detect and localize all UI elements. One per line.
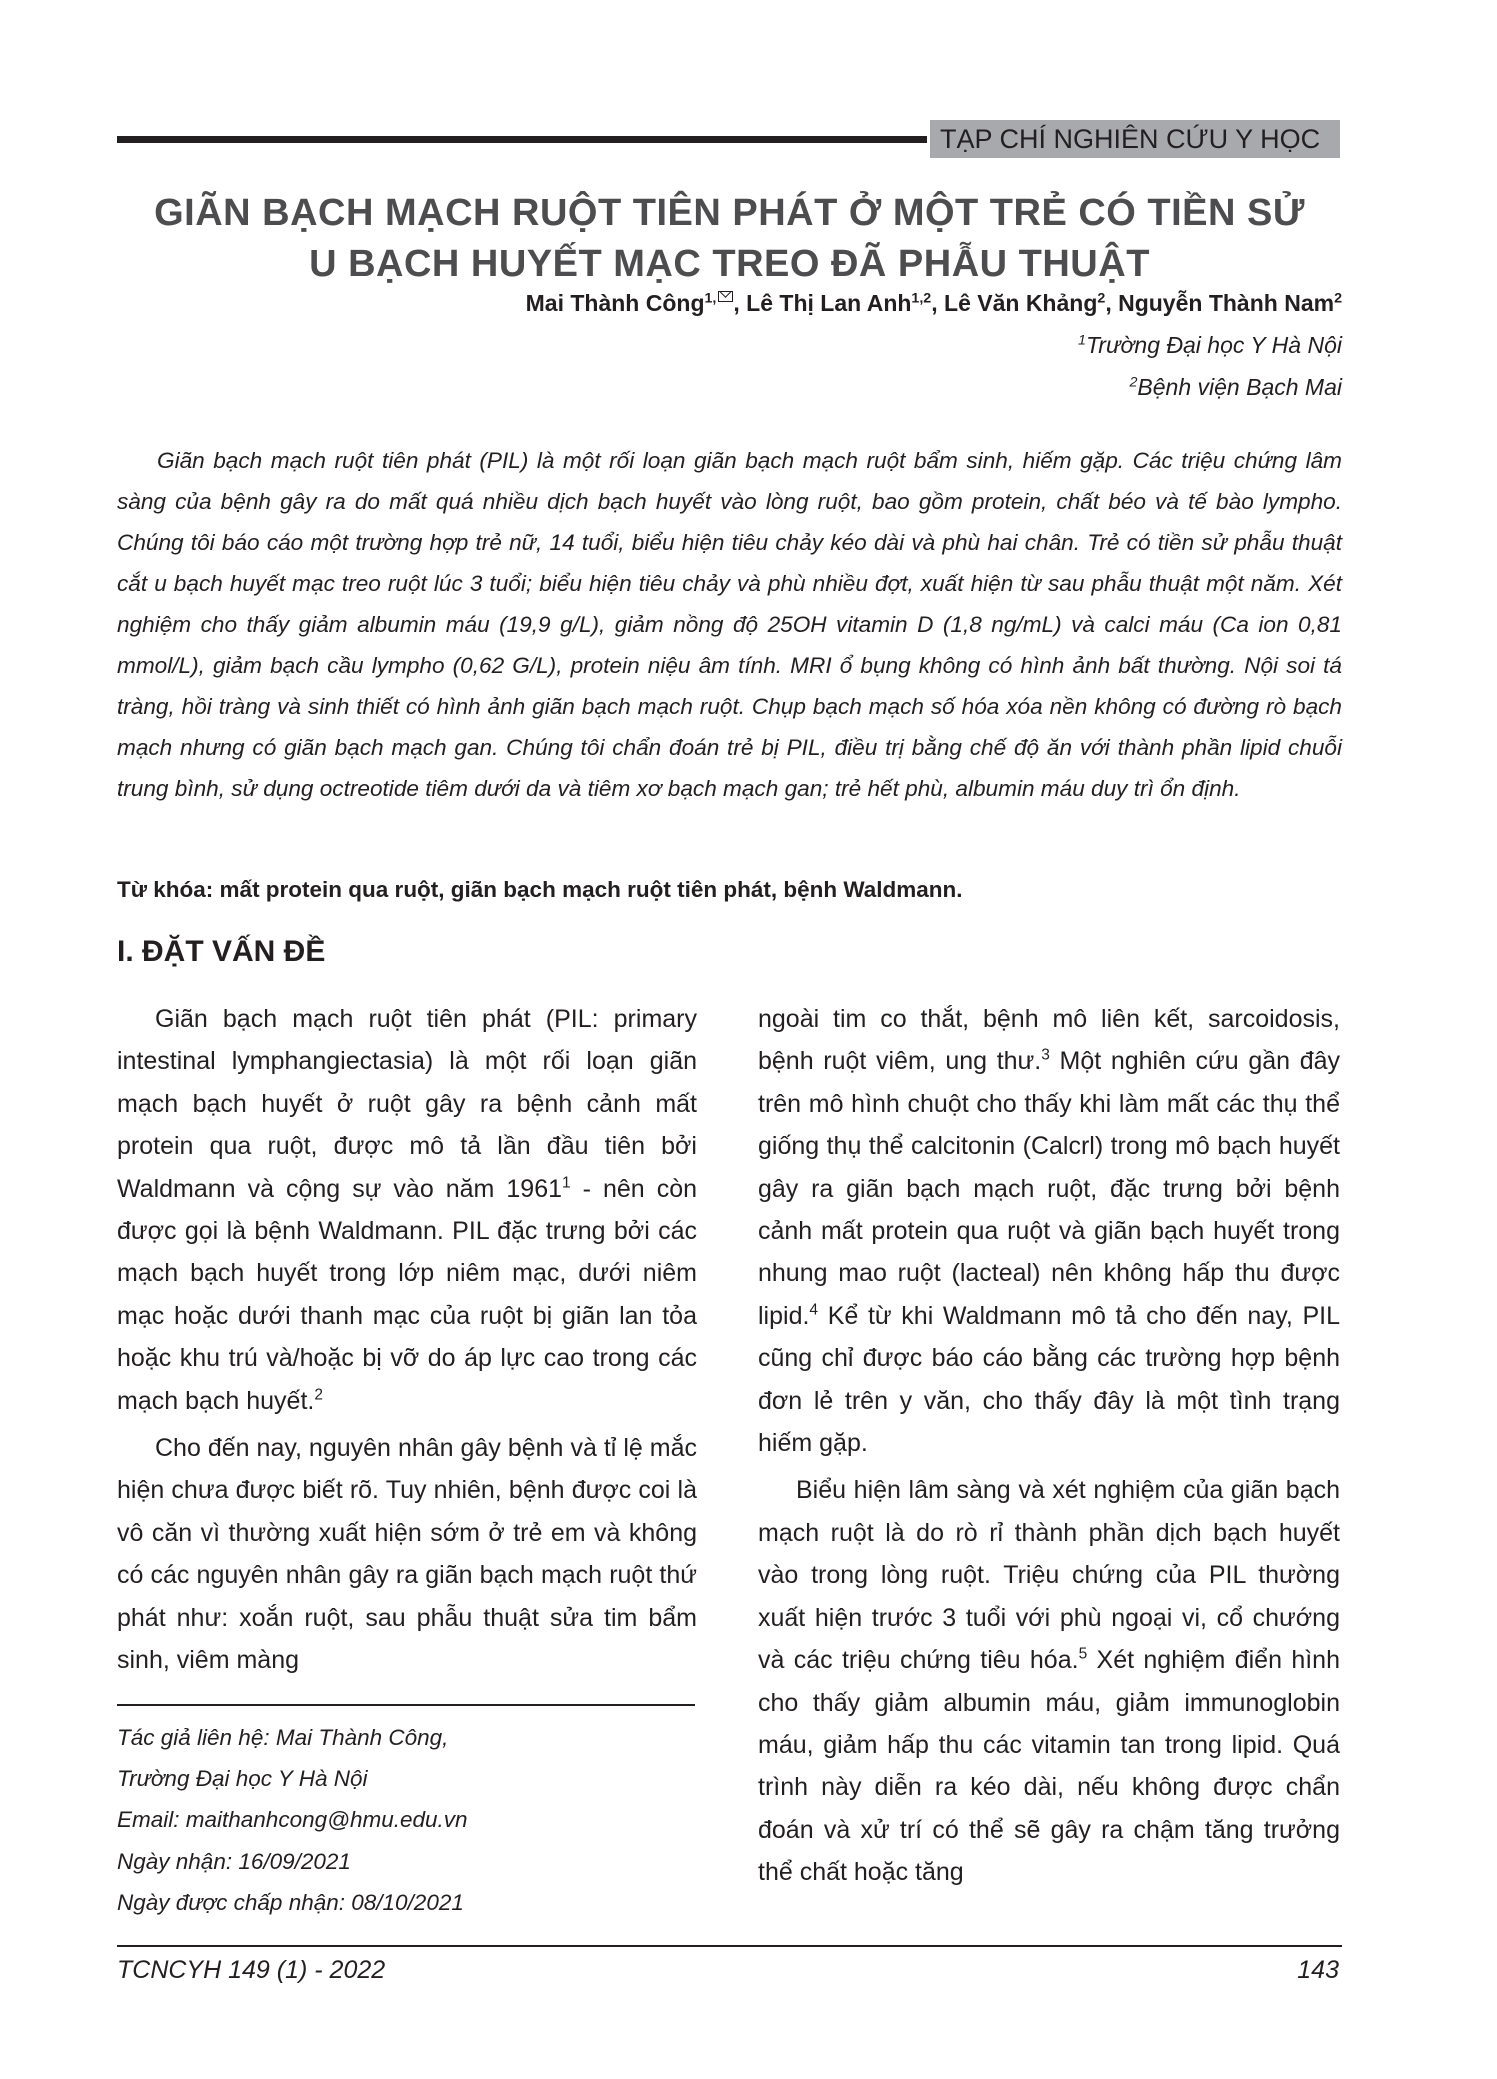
paragraph-text: Kể từ khi Waldmann mô tả cho đến nay, PIL cũng chỉ được báo cáo bằng các trường hợp bệnh đơn lẻ trên y văn, cho thấy đây là một tình trạng hiếm gặp. [758,1301,1340,1458]
received-date: Ngày nhận: 16/09/2021 [117,1848,351,1874]
author-name: Lê Thị Lan Anh [746,290,912,316]
abstract: Giãn bạch mạch ruột tiên phát (PIL) là một rối loạn giãn bạch mạch ruột bẩm sinh, hiếm gặp. Các triệu chứng lâm sàng của bệnh gây ra do mất quá nhiều dịch bạch huyết vào lòng ruột, bao gồm protein, chất béo và tế bào lympho. Chúng tôi báo cáo một trường hợp trẻ nữ, 14 tuổi, biểu hiện tiêu chảy kéo dài và phù hai chân. Trẻ có tiền sử phẫu thuật cắt u bạch huyết mạc treo ruột lúc 3 tuổi; biểu hiện tiêu chảy và phù nhiều đợt, xuất hiện từ sau phẫu thuật một năm. Xét nghiệm cho thấy giảm albumin máu (19,9 g/L), giảm nồng độ 25OH vitamin D (1,8 ng/mL) và calci máu (Ca ion 0,81 mmol/L), giảm bạch cầu lympho (0,62 G/L), protein niệu âm tính. MRI ổ bụng không có hình ảnh bất thường. Nội soi tá tràng, hồi tràng và sinh thiết có hình ảnh giãn bạch mạch ruột. Chụp bạch mạch số hóa xóa nền không có đường rò bạch mạch nhưng có giãn bạch mạch gan. Chúng tôi chẩn đoán trẻ bị PIL, điều trị bằng chế độ ăn với thành phần lipid chuỗi trung bình, sử dụng octreotide tiêm dưới da và tiêm xơ bạch mạch gan; trẻ hết phù, albumin máu duy trì ổn định. [117,448,1342,801]
correspondence-footnote [117,1717,697,1923]
paragraph [758,1469,1340,1893]
affiliation-text: Bệnh viện Bạch Mai [1137,374,1342,400]
paragraph-text: Giãn bạch mạch ruột tiên phát (PIL: primary intestinal lymphangiectasia) là một rối loạn giãn mạch bạch huyết ở ruột gây ra bệnh cảnh mất protein qua ruột, được mô tả lần đầu tiên bởi Waldmann và cộng sự vào năm 1961 [117,1005,697,1203]
author-affiliation-mark: 1,2 [911,290,932,307]
affiliation-text: Trường Đại học Y Hà Nội [1085,332,1342,358]
citation-mark: 3 [1041,1047,1050,1065]
keywords: Từ khóa: mất protein qua ruột, giãn bạch mạch ruột tiên phát, bệnh Waldmann. [117,877,963,902]
article-title [117,188,1342,290]
paragraph [117,998,697,1422]
author-name: Lê Văn Khảng [944,290,1098,316]
author-affiliation-mark: 2 [1334,290,1342,307]
paragraph: Cho đến nay, nguyên nhân gây bệnh và tỉ lệ mắc hiện chưa được biết rõ. Tuy nhiên, bệnh được coi là vô căn vì thường xuất hiện sớm ở trẻ em và không có các nguyên nhân gây ra giãn bạch mạch ruột thứ phát như: xoắn ruột, sau phẫu thuật sửa tim bẩm sinh, viêm màng [117,1434,697,1675]
author-name: Nguyễn Thành Nam [1118,290,1335,316]
author-separator: , [733,290,747,316]
paragraph-text: Biểu hiện lâm sàng và xét nghiệm của giãn bạch mạch ruột là do rò rỉ thành phần dịch bạch huyết vào trong lòng ruột. Triệu chứng của PIL thường xuất hiện trước 3 tuổi với phù ngoại vi, cổ chướng và các triệu chứng tiêu hóa. [758,1476,1340,1675]
paragraph-text: ngoài tim co thắt, bệnh mô liên kết, sarcoidosis, bệnh ruột viêm, ung thư. [758,1005,1340,1076]
left-column [117,998,697,1687]
citation-mark: 4 [809,1301,819,1319]
section-heading: I. ĐẶT VẤN ĐỀ [117,935,326,968]
author-name: Mai Thành Công [525,290,705,316]
title-line-1: GIÃN BẠCH MẠCH RUỘT TIÊN PHÁT Ở MỘT TRẺ CÓ TIỀN SỬ [154,192,1305,234]
corresponding-email: Email: maithanhcong@hmu.edu.vn [117,1807,468,1833]
paragraph-text: Một nghiên cứu gần đây trên mô hình chuột cho thấy khi làm mất các thụ thể giống thụ thể calcitonin (Calcrl) trong mô bạch huyết gây ra giãn bạch mạch ruột, đặc trưng bởi bệnh cảnh mất protein qua ruột và giãn bạch huyết trong nhung mao ruột (lacteal) nên không hấp thu được lipid. [758,1047,1341,1330]
title-line-2: U BẠCH HUYẾT MẠC TREO ĐÃ PHẪU THUẬT [309,243,1150,285]
affiliation-mark: 2 [1129,374,1138,391]
page-number: 143 [1297,1956,1339,1984]
author-list [526,290,1342,317]
author-separator: , [931,290,945,316]
affiliation-1 [1078,332,1342,359]
paragraph [758,998,1340,1464]
right-column [758,998,1340,1899]
affiliation-mark: 1 [1078,332,1086,349]
citation-mark: 2 [314,1386,323,1404]
affiliation-2 [1129,374,1342,401]
footer-rule [117,1945,1342,1947]
corresponding-author: Tác giả liên hệ: Mai Thành Công, [117,1725,449,1750]
citation-mark: 5 [1078,1645,1088,1663]
corresponding-institution: Trường Đại học Y Hà Nội [117,1766,368,1792]
paragraph-text: Xét nghiệm điển hình cho thấy giảm albumin máu, giảm immunoglobin máu, giảm hấp thu các vitamin tan trong lipid. Quá trình này diễn ra kéo dài, nếu không được chẩn đoán và xử trí có thể sẽ gây ra chậm tăng trưởng thể chất hoặc tăng [758,1646,1340,1887]
journal-citation: TCNCYH 149 (1) - 2022 [117,1956,386,1984]
envelope-icon [718,291,733,302]
author-separator: , [1105,290,1119,316]
journal-name-badge: TẠP CHÍ NGHIÊN CỨU Y HỌC [930,120,1340,158]
accepted-date: Ngày được chấp nhận: 08/10/2021 [117,1889,464,1915]
header-rule [117,136,927,143]
author-affiliation-mark: 2 [1097,290,1106,307]
author-affiliation-mark: 1, [704,290,717,307]
citation-mark: 1 [562,1174,571,1192]
footnote-rule [117,1704,695,1706]
paragraph-text: - nên còn được gọi là bệnh Waldmann. PIL đặc trưng bởi các mạch bạch huyết trong lớp niêm mạc, dưới niêm mạc hoặc dưới thanh mạc của ruột bị giãn lan tỏa hoặc khu trú và/hoặc bị vỡ do áp lực cao trong các mạch bạch huyết. [117,1174,697,1415]
